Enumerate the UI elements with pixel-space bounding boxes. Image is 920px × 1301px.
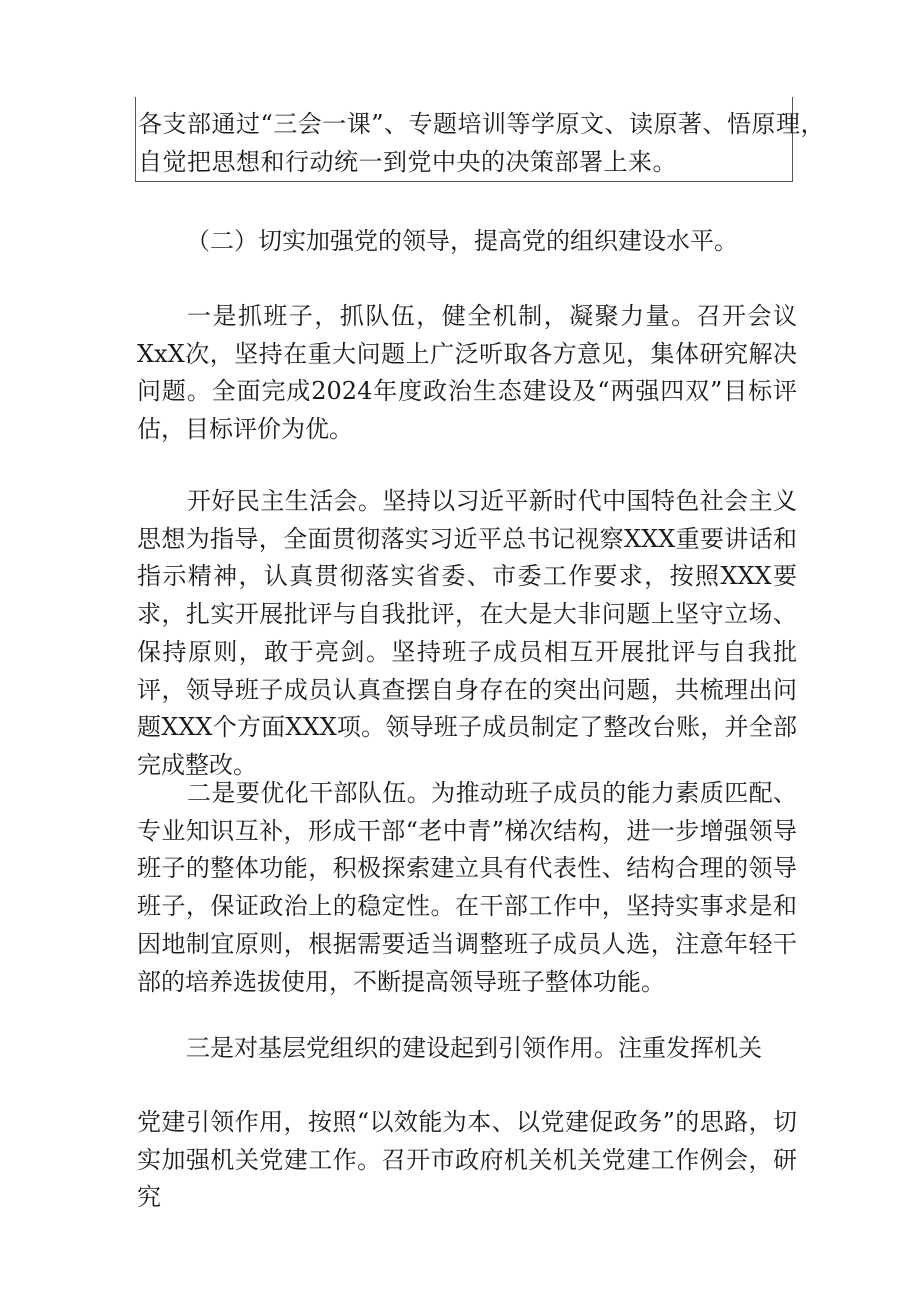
boxed-line-1: 各支部通过“三会一课”、专题培训等学原文、读原著、悟原理，	[138, 110, 826, 138]
boxed-paragraph	[135, 97, 826, 182]
paragraph-1: 一是抓班子，抓队伍，健全机制，凝聚力量。召开会议XxX次，坚持在重大问题上广泛听取各方意见，集体研究解决问题。全面完成2024年度政治生态建设及“两强四双”目标评估，目标评价为优。	[137, 302, 797, 444]
paragraph-4-continuation: 党建引领作用，按照“以效能为本、以党建促政务”的思路，切实加强机关党建工作。召开市政府机关机关党建工作例会，研究	[137, 1108, 797, 1212]
section-heading: （二）切实加强党的领导，提高党的组织建设水平。	[186, 227, 738, 255]
boxed-line-2: 自觉把思想和行动统一到党中央的决策部署上来。	[138, 148, 677, 176]
paragraph-3: 二是要优化干部队伍。为推动班子成员的能力素质匹配、专业知识互补，形成干部“老中青”梯次结构，进一步增强领导班子的整体功能，积极探索建立具有代表性、结构合理的领导班子，保证政治上的稳定性。在干部工作中，坚持实事求是和因地制宜原则，根据需要适当调整班子成员人选，注意年轻干部的培养选拔使用，不断提高领导班子整体功能。	[137, 779, 797, 996]
paragraph-2: 开好民主生活会。坚持以习近平新时代中国特色社会主义思想为指导，全面贯彻落实习近平总书记视察XXX重要讲话和指示精神，认真贯彻落实省委、市委工作要求，按照XXX要求，扎实开展批评与自我批评，在大是大非问题上坚守立场、保持原则，敢于亮剑。坚持班子成员相互开展批评与自我批评，领导班子成员认真查摆自身存在的突出问题，共梳理出问题XXX个方面XXX项。领导班子成员制定了整改台账，并全部完成整改。	[137, 487, 797, 779]
paragraph-4-first-line: 三是对基层党组织的建设起到引领作用。注重发挥机关	[186, 1034, 762, 1062]
